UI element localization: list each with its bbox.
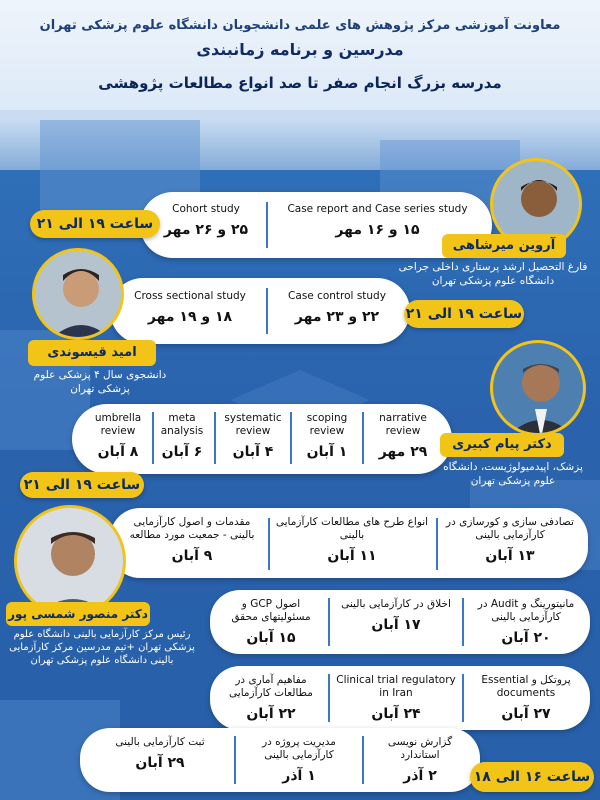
session-date: ۲۵ و ۲۶ مهر (163, 222, 249, 238)
instructor-name-2: امید قیسوندی (28, 340, 156, 366)
instructor-name-4: دکتر منصور شمسی پور (6, 602, 150, 626)
divider (436, 518, 438, 570)
session-project-management (240, 736, 358, 784)
session-title: اصول GCP و مسئولیتهای محقق (231, 598, 311, 623)
instructor-bio-4: رئیس مرکز کارآزمایی بالینی دانشگاه علوم پزشکی تهران +تیم مدرسین مرکز کارآزمایی بالینی دانشگاه علوم پزشکی تهران (9, 629, 195, 666)
session-title: narrative review (379, 412, 427, 437)
divider (214, 412, 216, 464)
session-date: ۲۴ آبان (371, 706, 421, 722)
session-date: ۱۷ آبان (371, 617, 421, 633)
session-scoping-review (294, 412, 360, 460)
session-protocol-essential-docs (468, 674, 584, 722)
header (0, 0, 600, 110)
session-date: ۲۹ آبان (135, 755, 185, 771)
session-systematic-review (218, 412, 288, 460)
time-badge-4: ساعت ۱۶ الی ۱۸ (470, 762, 594, 792)
divider (328, 598, 330, 646)
session-date: ۱۱ آبان (327, 548, 377, 564)
instructor-name-3: دکتر پیام کبیری (440, 433, 564, 457)
divider (462, 598, 464, 646)
session-date: ۲ آذر (403, 768, 437, 784)
session-date: ۲۹ مهر (378, 444, 428, 460)
divider (266, 202, 268, 248)
session-cohort (150, 203, 262, 238)
session-ethics (334, 598, 458, 633)
session-title: Clinical trial regulatory in Iran (336, 674, 456, 699)
session-trial-registration (92, 736, 228, 771)
time-badge-1: ساعت ۱۹ الی ۲۱ (30, 210, 160, 238)
session-title: umbrella review (94, 412, 142, 437)
session-monitoring-audit (468, 598, 584, 646)
session-title: مفاهیم آماری در مطالعات کارآزمایی (229, 674, 313, 699)
session-date: ۲۰ آبان (501, 630, 551, 646)
divider (290, 412, 292, 464)
instructor-photo-2 (32, 248, 124, 340)
session-title: ثبت کارآزمایی بالینی (115, 736, 205, 748)
page-subtitle: مدرسه بزرگ انجام صفر تا صد انواع مطالعات پژوهشی (98, 74, 502, 92)
session-title: Cross sectional study (134, 290, 246, 302)
instructor-bio-3: پزشک، اپیدمیولوژیست، دانشگاه علوم پزشکی تهران (443, 461, 583, 487)
instructor-photo-4 (14, 505, 126, 617)
session-trial-designs (272, 516, 432, 564)
session-title: Case report and Case series study (287, 203, 468, 215)
session-date: ۸ آبان (97, 444, 139, 460)
session-clinical-trial-regulatory (334, 674, 458, 722)
session-title: scoping review (306, 412, 348, 437)
session-title: meta analysis (160, 412, 204, 437)
session-introduction (120, 516, 264, 564)
divider (268, 518, 270, 570)
time-badge-2: ساعت ۱۹ الی ۲۱ (404, 300, 524, 328)
session-title: مانیتورینگ و Audit در کارآزمایی بالینی (477, 598, 575, 623)
session-title: Cohort study (172, 203, 240, 215)
instructor-bio-2: دانشجوی سال ۴ پزشکی علوم پزشکی تهران (33, 369, 167, 395)
session-title: مقدمات و اصول کارآزمایی بالینی - جمعیت مورد مطالعه (129, 516, 255, 541)
time-badge-3: ساعت ۱۹ الی ۲۱ (20, 472, 144, 498)
organizer-title: معاونت آموزشی مرکز پژوهش های علمی دانشجویان دانشگاه علوم پزشکی تهران (39, 18, 561, 33)
session-randomization (440, 516, 580, 564)
divider (462, 674, 464, 722)
session-umbrella-review (86, 412, 150, 460)
divider (266, 288, 268, 334)
session-date: ۴ آبان (232, 444, 274, 460)
instructor-name-1: آروین میرشاهی (442, 234, 566, 258)
session-meta-analysis (154, 412, 210, 460)
session-date: ۹ آبان (171, 548, 213, 564)
session-narrative-review (366, 412, 440, 460)
session-date: ۲۷ آبان (501, 706, 551, 722)
session-gcp (218, 598, 324, 646)
session-title: Case control study (288, 290, 386, 302)
session-standard-reporting (368, 736, 472, 784)
session-title: تصادفی سازی و کورسازی در کارآزمایی بالینی (446, 516, 574, 541)
divider (362, 736, 364, 784)
divider (234, 736, 236, 784)
session-title: مدیریت پروژه در کارآزمایی بالینی (262, 736, 336, 761)
instructor-bio-1: فارغ التحصیل ارشد پرستاری داخلی جراحی دانشگاه علوم پزشکی تهران (398, 261, 588, 287)
session-date: ۶ آبان (161, 444, 203, 460)
session-case-control (272, 290, 402, 325)
session-title: انواع طرح های مطالعات کارآزمایی بالینی (275, 516, 429, 541)
session-statistics (218, 674, 324, 722)
session-cross-sectional (120, 290, 260, 325)
instructor-photo-3 (490, 340, 586, 436)
divider (362, 412, 364, 464)
page-title: مدرسین و برنامه زمانبندی (196, 40, 404, 59)
session-title: گزارش نویسی استاندارد (387, 736, 453, 761)
session-date: ۱ آبان (306, 444, 348, 460)
session-title: پروتکل و Essential documents (481, 674, 571, 699)
session-title: اخلاق در کارآزمایی بالینی (341, 598, 451, 610)
session-date: ۱ آذر (282, 768, 316, 784)
session-date: ۲۲ آبان (246, 706, 296, 722)
session-case-report (275, 203, 480, 238)
session-date: ۱۳ آبان (485, 548, 535, 564)
session-date: ۱۵ و ۱۶ مهر (335, 222, 420, 238)
session-date: ۱۵ آبان (246, 630, 296, 646)
session-date: ۱۸ و ۱۹ مهر (147, 309, 233, 325)
session-date: ۲۲ و ۲۳ مهر (294, 309, 380, 325)
divider (328, 674, 330, 722)
session-title: systematic review (224, 412, 282, 437)
